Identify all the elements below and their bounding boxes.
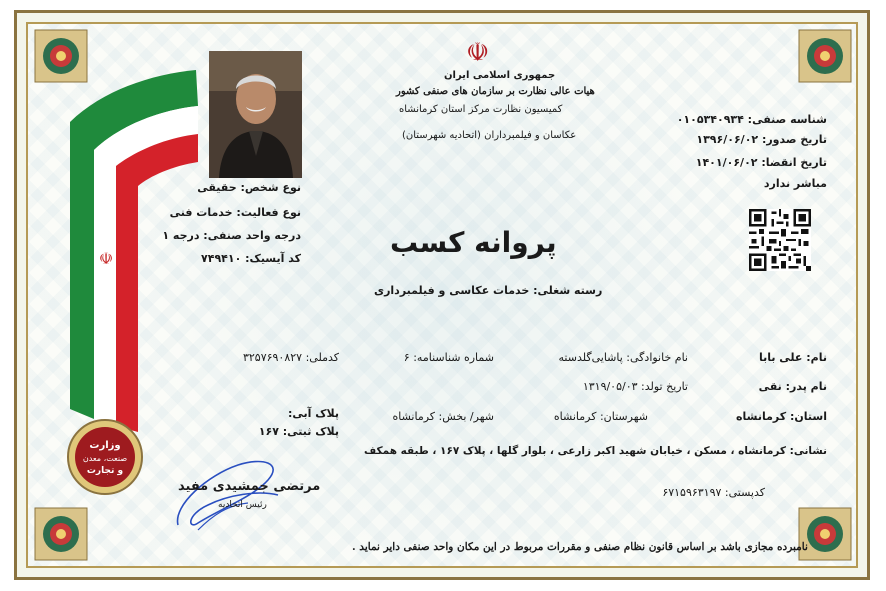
qr-code [749, 209, 811, 271]
full-address: نشانی: کرمانشاه ، مسکن ، خیابان شهید اکبر زارعی ، بلوار گلها ، پلاک ۱۶۷ ، طبقه همکف [364, 445, 827, 457]
plate-registered: پلاک ثبتی: ۱۶۷ [258, 425, 339, 438]
holder-photo [209, 51, 302, 178]
signatory-role: رئیس اتحادیه [218, 500, 267, 510]
seal-line3: و تجارت [86, 466, 124, 476]
person-type: نوع شخص: حقیقی [197, 181, 301, 194]
holder-name: نام: علی بابا [758, 351, 827, 364]
isic-code: کد آیسیک: ۷۴۹۴۱۰ [201, 252, 301, 265]
ministry-seal-icon [66, 418, 144, 496]
ornament-corner-bottom-right-icon [797, 506, 853, 562]
license-id: شناسه صنفی: ۰۱۰۵۳۴۰۹۳۴ [676, 113, 827, 126]
expiry-date: تاریخ انقضا: ۱۴۰۱/۰۶/۰۲ [695, 156, 827, 169]
city: شهر/ بخش: کرمانشاه [392, 410, 494, 423]
ornament-corner-top-right-icon [797, 28, 853, 84]
ornament-corner-bottom-left-icon [33, 506, 89, 562]
unit-grade: درجه واحد صنفی: درجه ۱ [162, 229, 301, 242]
issue-date: تاریخ صدور: ۱۳۹۶/۰۶/۰۲ [696, 133, 827, 146]
holder-family: نام خانوادگی: پاشایی‌گلدسته [558, 351, 688, 364]
father-name: نام پدر: نقی [758, 380, 827, 393]
svg-text:☫: ☫ [98, 249, 114, 268]
seal-line2: صنعت، معدن [82, 454, 128, 463]
postal-code: کدپستی: ۶۷۱۵۹۶۳۱۹۷ [662, 486, 765, 499]
signatory-name: مرتضی جمشیدی مفید [178, 479, 321, 494]
header-union: عکاسان و فیلمبرداران (اتحادیه شهرستان) [402, 130, 577, 141]
national-code: کدملی: ۳۲۵۷۶۹۰۸۲۷ [242, 351, 339, 364]
iran-emblem-icon: ☫ [466, 38, 490, 68]
province: استان: کرمانشاه [736, 410, 827, 423]
header-commission: کمیسیون نظارت مرکز استان کرمانشاه [399, 104, 563, 115]
footer-note: نامبرده مجازی باشد بر اساس قانون نظام صنفی و مقررات مربوط در این مکان واحد صنفی دایر نماید . [352, 541, 808, 553]
county: شهرستان: کرمانشاه [553, 410, 648, 423]
birth-date: تاریخ تولد: ۱۳۱۹/۰۵/۰۳ [582, 380, 688, 393]
activity-type: نوع فعالیت: خدمات فنی [169, 206, 301, 219]
seal-line1: وزارت [89, 440, 121, 451]
header-republic: جمهوری اسلامی ایران [444, 70, 556, 81]
occupation: رسته شغلی: خدمات عکاسی و فیلمبرداری [374, 284, 603, 297]
manager: مباشر ندارد [763, 177, 827, 190]
iran-flag-ribbon-icon [64, 64, 204, 434]
license-title: پروانه کسب [390, 226, 557, 259]
header-board: هیات عالی نظارت بر سازمان های صنفی کشور [396, 86, 595, 97]
id-number: شماره شناسنامه: ۶ [403, 351, 494, 364]
plate-blue: پلاک آبی: [287, 407, 339, 420]
